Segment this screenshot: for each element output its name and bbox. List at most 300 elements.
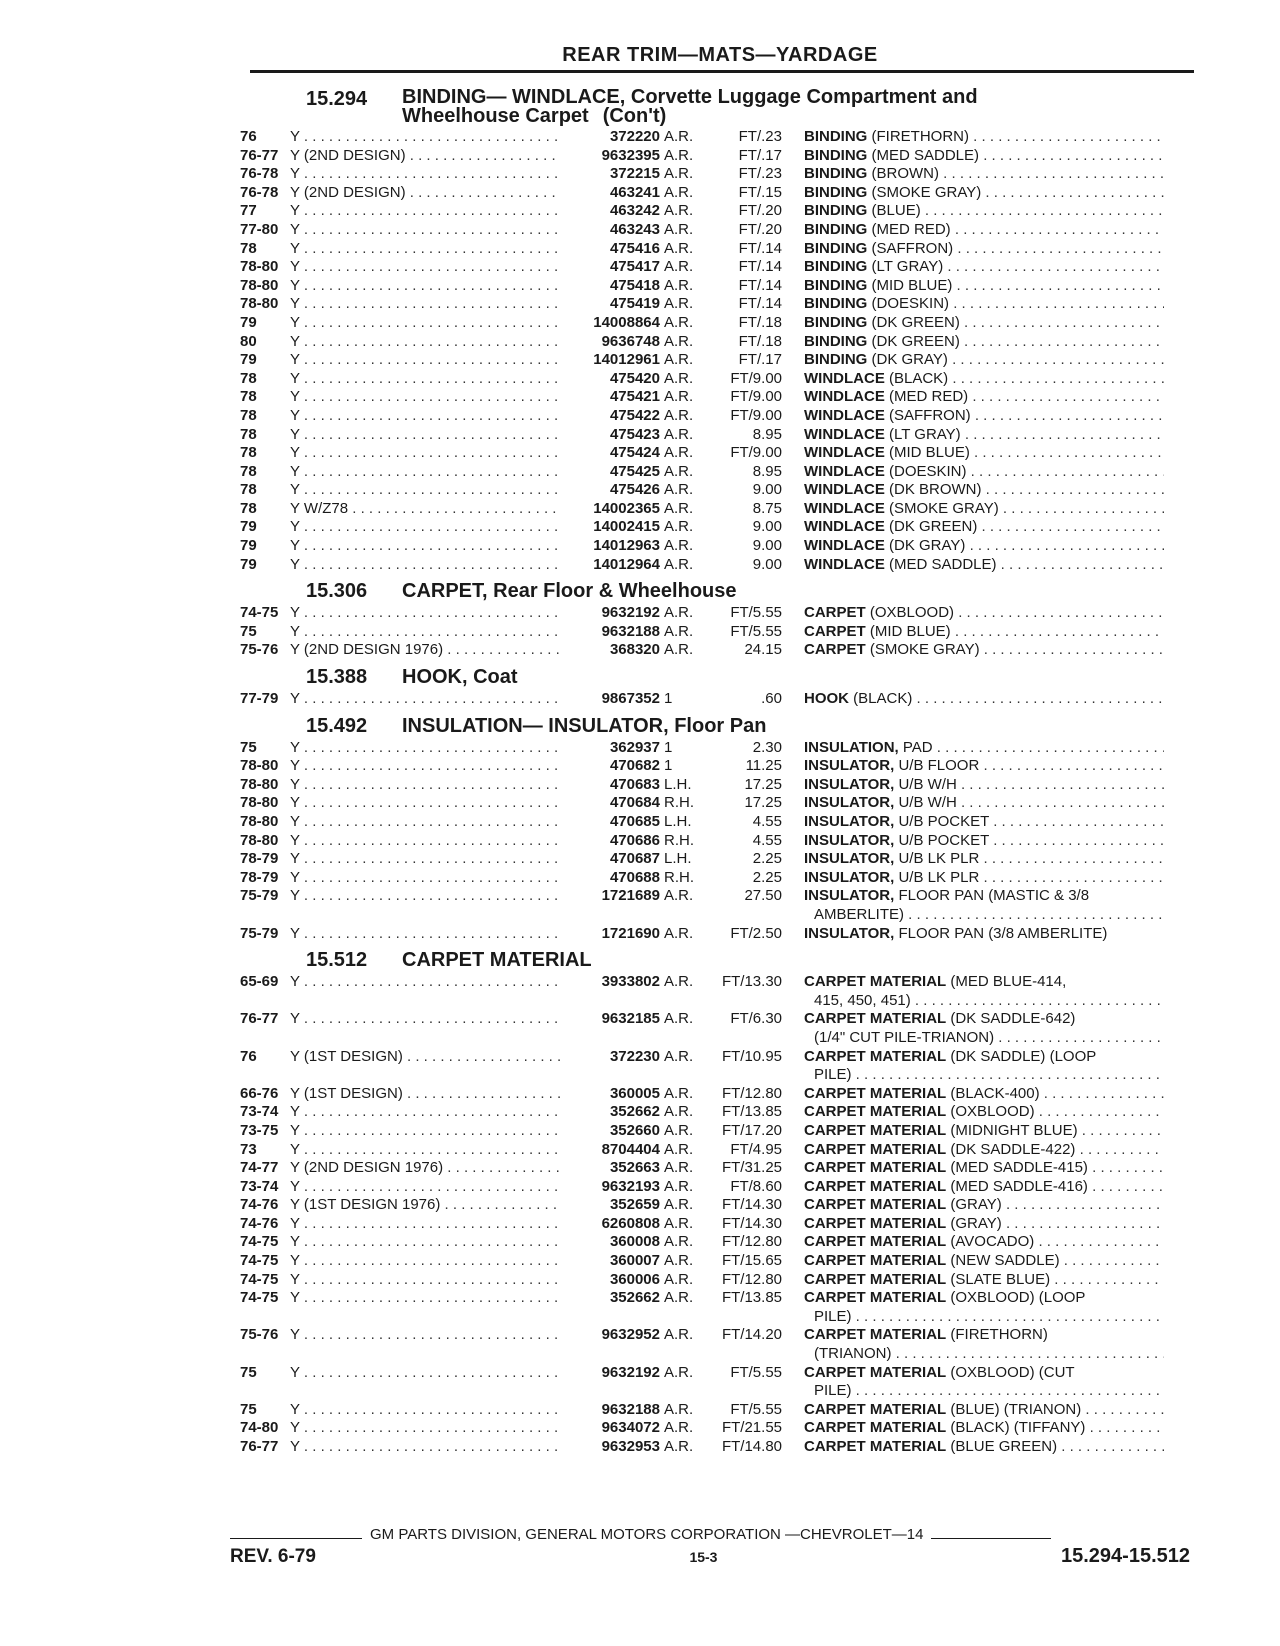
model-year: 77-80 bbox=[240, 220, 279, 238]
quantity: R.H. bbox=[664, 831, 694, 849]
part-number: 14012961 bbox=[593, 351, 660, 369]
description-detail: (BLACK-400) bbox=[950, 1084, 1040, 1102]
description-name: BINDING bbox=[804, 146, 868, 164]
description-name: BINDING bbox=[804, 295, 868, 313]
quantity: A.R. bbox=[664, 462, 694, 480]
description-detail: (DK GRAY) bbox=[889, 537, 966, 555]
part-number: 463241 bbox=[609, 183, 660, 201]
model-year: 73 bbox=[240, 1140, 257, 1158]
model-year: 79 bbox=[240, 518, 257, 536]
part-number: 360006 bbox=[609, 1270, 660, 1288]
part-number: 14012963 bbox=[593, 537, 660, 555]
description-detail: (BLUE) (TRIANON) bbox=[950, 1400, 1082, 1418]
model-code: Y bbox=[290, 1177, 300, 1195]
part-number: 475416 bbox=[609, 239, 660, 257]
quantity: A.R. bbox=[664, 1252, 694, 1270]
quantity: A.R. bbox=[664, 128, 694, 145]
quantity: A.R. bbox=[664, 537, 694, 555]
price: 4.55 bbox=[752, 813, 782, 830]
leader-dots bbox=[300, 1141, 560, 1158]
description bbox=[788, 1141, 1164, 1160]
price: FT/14.80 bbox=[721, 1438, 782, 1455]
quantity: A.R. bbox=[664, 1010, 694, 1028]
leader-dots bbox=[300, 295, 560, 312]
description-detail: (AVOCADO) bbox=[950, 1233, 1035, 1251]
price: FT/13.85 bbox=[721, 1289, 782, 1307]
quantity: A.R. bbox=[664, 604, 694, 622]
part-number: 470682 bbox=[609, 757, 660, 775]
section-title-line1: INSULATION— INSULATOR, Floor Pan bbox=[402, 714, 767, 737]
parts-row bbox=[240, 333, 1190, 352]
model-code: Y bbox=[290, 462, 300, 480]
quantity: A.R. bbox=[664, 1196, 694, 1214]
parts-row bbox=[240, 1364, 1190, 1401]
parts-row bbox=[240, 258, 1190, 277]
description-detail: (FIRETHORN) bbox=[950, 1326, 1048, 1344]
section-title-text bbox=[402, 88, 978, 126]
description-name: CARPET MATERIAL bbox=[804, 1140, 947, 1158]
description-detail: U/B LK PLR bbox=[898, 868, 980, 886]
leader-dots bbox=[300, 1438, 560, 1455]
description-detail: (DK BROWN) bbox=[889, 481, 982, 499]
description-detail: (SMOKE GRAY) bbox=[871, 183, 982, 201]
quantity: A.R. bbox=[664, 1419, 694, 1437]
price: FT/12.80 bbox=[721, 1233, 782, 1251]
description-detail: (DK GRAY) bbox=[871, 351, 948, 369]
quantity: A.R. bbox=[664, 924, 694, 942]
model-code: Y bbox=[290, 1233, 300, 1251]
model-cell bbox=[290, 295, 560, 314]
model-cell bbox=[290, 1289, 560, 1308]
part-number: 475420 bbox=[609, 369, 660, 387]
leader-dots bbox=[300, 1103, 560, 1120]
description-name: CARPET MATERIAL bbox=[804, 1400, 947, 1418]
leader-dots bbox=[981, 184, 1164, 201]
quantity: A.R. bbox=[664, 1103, 694, 1121]
quantity: A.R. bbox=[664, 258, 694, 276]
model-cell bbox=[290, 221, 560, 240]
model-year: 75-76 bbox=[240, 641, 279, 659]
parts-row bbox=[240, 463, 1190, 482]
description-name: INSULATION, bbox=[804, 738, 899, 756]
description-detail: (NEW SADDLE) bbox=[950, 1252, 1060, 1270]
model-year: 76 bbox=[240, 1047, 257, 1065]
model-year: 75-79 bbox=[240, 887, 279, 905]
part-number: 9632192 bbox=[601, 604, 660, 622]
description bbox=[788, 1215, 1164, 1234]
model-code: Y bbox=[290, 128, 300, 145]
description-detail: (DK SADDLE-642) bbox=[950, 1010, 1076, 1028]
leader-dots bbox=[939, 165, 1164, 182]
quantity: R.H. bbox=[664, 868, 694, 886]
parts-row bbox=[240, 518, 1190, 537]
description-name: CARPET MATERIAL bbox=[804, 1438, 947, 1455]
model-code: Y bbox=[290, 425, 300, 443]
description-detail-cont: 415, 450, 451) bbox=[814, 991, 911, 1009]
model-year: 74-76 bbox=[240, 1196, 279, 1214]
part-number: 352663 bbox=[609, 1159, 660, 1177]
model-cell bbox=[290, 500, 560, 519]
leader-dots bbox=[852, 1382, 1164, 1399]
description-detail: (MED SADDLE) bbox=[871, 146, 980, 164]
description bbox=[788, 1289, 1164, 1326]
description bbox=[788, 1233, 1164, 1252]
description bbox=[788, 165, 1164, 184]
description-name: CARPET bbox=[804, 641, 866, 659]
model-cell bbox=[290, 240, 560, 259]
leader-dots bbox=[979, 869, 1164, 886]
footer-rule-left bbox=[230, 1538, 362, 1539]
part-number: 470687 bbox=[609, 850, 660, 868]
leader-dots bbox=[300, 850, 560, 867]
model-cell bbox=[290, 1233, 560, 1252]
quantity: L.H. bbox=[664, 813, 692, 830]
model-code: Y bbox=[290, 1326, 300, 1344]
part-number: 9632188 bbox=[601, 622, 660, 640]
quantity: A.R. bbox=[664, 444, 694, 462]
description bbox=[788, 184, 1164, 203]
page-header-title: REAR TRIM—MATS—YARDAGE bbox=[562, 44, 878, 66]
description bbox=[788, 388, 1164, 407]
quantity: A.R. bbox=[664, 183, 694, 201]
part-number: 475425 bbox=[609, 462, 660, 480]
description-name: WINDLACE bbox=[804, 481, 885, 499]
leader-dots bbox=[957, 776, 1164, 793]
price: FT/14.30 bbox=[721, 1196, 782, 1214]
description-detail: (BLACK) (TIFFANY) bbox=[950, 1419, 1086, 1437]
description-line2 bbox=[804, 1029, 1164, 1048]
quantity: A.R. bbox=[664, 1233, 694, 1251]
description bbox=[788, 1438, 1164, 1457]
parts-row bbox=[240, 202, 1190, 221]
parts-row bbox=[240, 623, 1190, 642]
quantity: A.R. bbox=[664, 369, 694, 387]
description bbox=[788, 1159, 1164, 1178]
quantity: A.R. bbox=[664, 499, 694, 517]
model-year: 78 bbox=[240, 369, 257, 387]
description-detail: (DK SADDLE-422) bbox=[950, 1140, 1076, 1158]
model-code: Y bbox=[290, 622, 300, 640]
quantity: A.R. bbox=[664, 406, 694, 424]
model-cell bbox=[290, 623, 560, 642]
leader-dots bbox=[1002, 1215, 1164, 1232]
part-number: 475417 bbox=[609, 258, 660, 276]
quantity: A.R. bbox=[664, 276, 694, 294]
description-detail: (OXBLOOD) bbox=[950, 1103, 1035, 1121]
leader-dots bbox=[952, 277, 1164, 294]
description-name: INSULATOR, bbox=[804, 831, 895, 849]
leader-dots bbox=[921, 202, 1164, 219]
description-detail: U/B W/H bbox=[898, 775, 957, 793]
part-number: 14002415 bbox=[593, 518, 660, 536]
model-year: 76-77 bbox=[240, 1010, 279, 1028]
description-name: BINDING bbox=[804, 220, 868, 238]
description bbox=[788, 623, 1164, 642]
parts-row bbox=[240, 1289, 1190, 1326]
description bbox=[788, 1010, 1164, 1047]
description-name: BINDING bbox=[804, 128, 868, 145]
leader-dots bbox=[977, 518, 1164, 535]
leader-dots bbox=[960, 333, 1164, 350]
parts-row bbox=[240, 641, 1190, 660]
model-year: 74-75 bbox=[240, 1252, 279, 1270]
part-number: 14008864 bbox=[593, 313, 660, 331]
model-cell bbox=[290, 165, 560, 184]
model-year: 73-74 bbox=[240, 1177, 279, 1195]
model-year: 75 bbox=[240, 1400, 257, 1418]
model-code: Y bbox=[290, 165, 300, 183]
parts-row bbox=[240, 1271, 1190, 1290]
leader-dots bbox=[300, 623, 560, 640]
model-cell bbox=[290, 258, 560, 277]
quantity: A.R. bbox=[664, 555, 694, 573]
price: FT/.20 bbox=[738, 202, 782, 220]
parts-row bbox=[240, 165, 1190, 184]
leader-dots bbox=[1078, 1122, 1164, 1139]
leader-dots bbox=[300, 370, 560, 387]
description-name: BINDING bbox=[804, 332, 868, 350]
model-year: 78-80 bbox=[240, 813, 279, 830]
leader-dots bbox=[1075, 1141, 1164, 1158]
model-year: 74-75 bbox=[240, 1233, 279, 1251]
section-gap bbox=[240, 574, 1190, 578]
description-detail: U/B W/H bbox=[898, 794, 957, 812]
model-code: Y bbox=[290, 518, 300, 536]
part-number: 8704404 bbox=[601, 1140, 660, 1158]
model-year: 78 bbox=[240, 481, 257, 499]
leader-dots bbox=[961, 426, 1164, 443]
price: FT/5.55 bbox=[730, 1363, 782, 1381]
model-cell bbox=[290, 518, 560, 537]
leader-dots bbox=[1040, 1085, 1164, 1102]
price: FT/21.55 bbox=[721, 1419, 782, 1437]
section-heading bbox=[240, 88, 1190, 126]
model-code: Y (1ST DESIGN) bbox=[290, 1047, 403, 1065]
leader-dots bbox=[951, 623, 1164, 640]
model-cell bbox=[290, 407, 560, 426]
leader-dots bbox=[300, 388, 560, 405]
description-name: CARPET MATERIAL bbox=[804, 1103, 947, 1121]
model-year: 78-80 bbox=[240, 831, 279, 849]
model-year: 78 bbox=[240, 462, 257, 480]
description-name: INSULATOR, bbox=[804, 757, 895, 775]
description-name: INSULATOR, bbox=[804, 813, 895, 830]
description bbox=[788, 1122, 1164, 1141]
leader-dots bbox=[957, 794, 1164, 811]
continued-label: (Con't) bbox=[602, 105, 667, 127]
leader-dots bbox=[300, 128, 560, 145]
description-detail-cont: (1/4" CUT PILE-TRIANON) bbox=[814, 1028, 995, 1046]
model-code: Y bbox=[290, 924, 300, 942]
description-name: WINDLACE bbox=[804, 388, 885, 406]
description bbox=[788, 500, 1164, 519]
price: 8.95 bbox=[752, 425, 782, 443]
part-number: 9632952 bbox=[601, 1326, 660, 1344]
leader-dots bbox=[982, 481, 1165, 498]
model-cell bbox=[290, 1252, 560, 1271]
model-code: Y bbox=[290, 775, 300, 793]
description-name: WINDLACE bbox=[804, 369, 885, 387]
model-cell bbox=[290, 537, 560, 556]
description bbox=[788, 128, 1164, 147]
parts-row bbox=[240, 869, 1190, 888]
quantity: A.R. bbox=[664, 1289, 694, 1307]
model-code: Y bbox=[290, 757, 300, 775]
model-code: Y bbox=[290, 1438, 300, 1455]
model-year: 78-80 bbox=[240, 258, 279, 276]
quantity: A.R. bbox=[664, 295, 694, 313]
description-name: BINDING bbox=[804, 239, 868, 257]
part-number: 475418 bbox=[609, 276, 660, 294]
leader-dots bbox=[300, 925, 560, 942]
part-number: 362937 bbox=[609, 738, 660, 756]
part-number: 470688 bbox=[609, 868, 660, 886]
model-code: Y bbox=[290, 973, 300, 991]
description-detail: (BLACK) bbox=[889, 369, 949, 387]
leader-dots bbox=[904, 906, 1164, 923]
section-title-text bbox=[402, 715, 766, 737]
price: 9.00 bbox=[752, 555, 782, 573]
description-detail: (BLUE GREEN) bbox=[950, 1438, 1058, 1455]
quantity: A.R. bbox=[664, 239, 694, 257]
price: 8.75 bbox=[752, 499, 782, 517]
leader-dots bbox=[980, 641, 1164, 658]
description bbox=[788, 202, 1164, 221]
description-detail: (MED RED) bbox=[871, 220, 951, 238]
description-name: CARPET MATERIAL bbox=[804, 1121, 947, 1139]
description bbox=[788, 869, 1164, 888]
quantity: A.R. bbox=[664, 1400, 694, 1418]
description-name: INSULATOR, bbox=[804, 887, 895, 905]
section-gap bbox=[240, 943, 1190, 947]
model-cell bbox=[290, 1010, 560, 1029]
description bbox=[788, 1364, 1164, 1401]
model-code: Y bbox=[290, 276, 300, 294]
leader-dots bbox=[300, 1271, 560, 1288]
model-code: Y bbox=[290, 220, 300, 238]
description bbox=[788, 147, 1164, 166]
leader-dots bbox=[300, 1122, 560, 1139]
price: FT/.14 bbox=[738, 276, 782, 294]
parts-row bbox=[240, 240, 1190, 259]
section-title-text bbox=[402, 949, 592, 971]
section-heading bbox=[240, 666, 1190, 688]
model-year: 78-80 bbox=[240, 276, 279, 294]
description-detail: U/B POCKET bbox=[898, 813, 990, 830]
model-year: 73-74 bbox=[240, 1103, 279, 1121]
model-code: Y bbox=[290, 481, 300, 499]
quantity: A.R. bbox=[664, 202, 694, 220]
description bbox=[788, 925, 1164, 944]
model-cell bbox=[290, 333, 560, 352]
model-year: 75-76 bbox=[240, 1326, 279, 1344]
model-year: 77-79 bbox=[240, 690, 279, 708]
model-cell bbox=[290, 604, 560, 623]
model-code: Y bbox=[290, 1252, 300, 1270]
quantity: A.R. bbox=[664, 165, 694, 183]
description bbox=[788, 277, 1164, 296]
model-cell bbox=[290, 314, 560, 333]
parts-row bbox=[240, 604, 1190, 623]
description-detail: (SAFFRON) bbox=[871, 239, 954, 257]
leader-dots bbox=[970, 444, 1164, 461]
leader-dots bbox=[443, 641, 560, 658]
model-year: 76-77 bbox=[240, 1438, 279, 1455]
model-year: 78-80 bbox=[240, 794, 279, 812]
leader-dots bbox=[949, 295, 1164, 312]
parts-row bbox=[240, 1178, 1190, 1197]
price: FT/2.50 bbox=[730, 924, 782, 942]
quantity: A.R. bbox=[664, 518, 694, 536]
price: FT/9.00 bbox=[730, 369, 782, 387]
parts-row bbox=[240, 500, 1190, 519]
model-code: Y (1ST DESIGN 1976) bbox=[290, 1196, 441, 1214]
model-year: 74-77 bbox=[240, 1159, 279, 1177]
price: FT/.18 bbox=[738, 313, 782, 331]
model-code: Y bbox=[290, 887, 300, 905]
model-year: 78 bbox=[240, 388, 257, 406]
model-cell bbox=[290, 1196, 560, 1215]
description-detail: U/B LK PLR bbox=[898, 850, 980, 868]
leader-dots bbox=[300, 240, 560, 257]
description-detail: (DK GREEN) bbox=[889, 518, 978, 536]
section-title-text bbox=[402, 580, 737, 602]
model-code: Y bbox=[290, 1400, 300, 1418]
model-code: Y bbox=[290, 1121, 300, 1139]
leader-dots bbox=[1085, 1419, 1164, 1436]
leader-dots bbox=[951, 221, 1164, 238]
section-title-line1: BINDING— WINDLACE, Corvette Luggage Compartment and bbox=[402, 86, 978, 108]
model-year: 78 bbox=[240, 499, 257, 517]
model-year: 79 bbox=[240, 555, 257, 573]
leader-dots bbox=[948, 351, 1164, 368]
quantity: A.R. bbox=[664, 220, 694, 238]
model-cell bbox=[290, 1048, 560, 1067]
leader-dots bbox=[300, 1252, 560, 1269]
description bbox=[788, 221, 1164, 240]
parts-row bbox=[240, 314, 1190, 333]
description bbox=[788, 1196, 1164, 1215]
part-number: 372230 bbox=[609, 1047, 660, 1065]
model-cell bbox=[290, 184, 560, 203]
model-code: Y (2ND DESIGN 1976) bbox=[290, 1159, 444, 1177]
leader-dots bbox=[443, 1159, 560, 1176]
section-title-line1: CARPET, Rear Floor & Wheelhouse bbox=[402, 580, 737, 603]
description-detail: (DOESKIN) bbox=[871, 295, 950, 313]
model-code: Y bbox=[290, 794, 300, 812]
leader-dots bbox=[960, 314, 1164, 331]
quantity: 1 bbox=[664, 757, 673, 775]
description bbox=[788, 794, 1164, 813]
quantity: A.R. bbox=[664, 146, 694, 164]
description-name: CARPET bbox=[804, 622, 866, 640]
model-code: Y bbox=[290, 831, 300, 849]
parts-row bbox=[240, 295, 1190, 314]
leader-dots bbox=[1035, 1103, 1164, 1120]
description-name: INSULATOR, bbox=[804, 924, 895, 942]
leader-dots bbox=[300, 832, 560, 849]
description-detail: (MED BLUE-414, bbox=[950, 973, 1067, 991]
quantity: A.R. bbox=[664, 1438, 694, 1455]
price: 2.30 bbox=[752, 738, 782, 756]
price: FT/10.95 bbox=[721, 1047, 782, 1065]
leader-dots bbox=[406, 184, 560, 201]
model-code: Y bbox=[290, 258, 300, 276]
description-detail: PAD bbox=[902, 738, 933, 756]
leader-dots bbox=[1034, 1233, 1164, 1250]
description-name: CARPET MATERIAL bbox=[804, 1270, 947, 1288]
description-detail: (MID BLUE) bbox=[869, 622, 951, 640]
